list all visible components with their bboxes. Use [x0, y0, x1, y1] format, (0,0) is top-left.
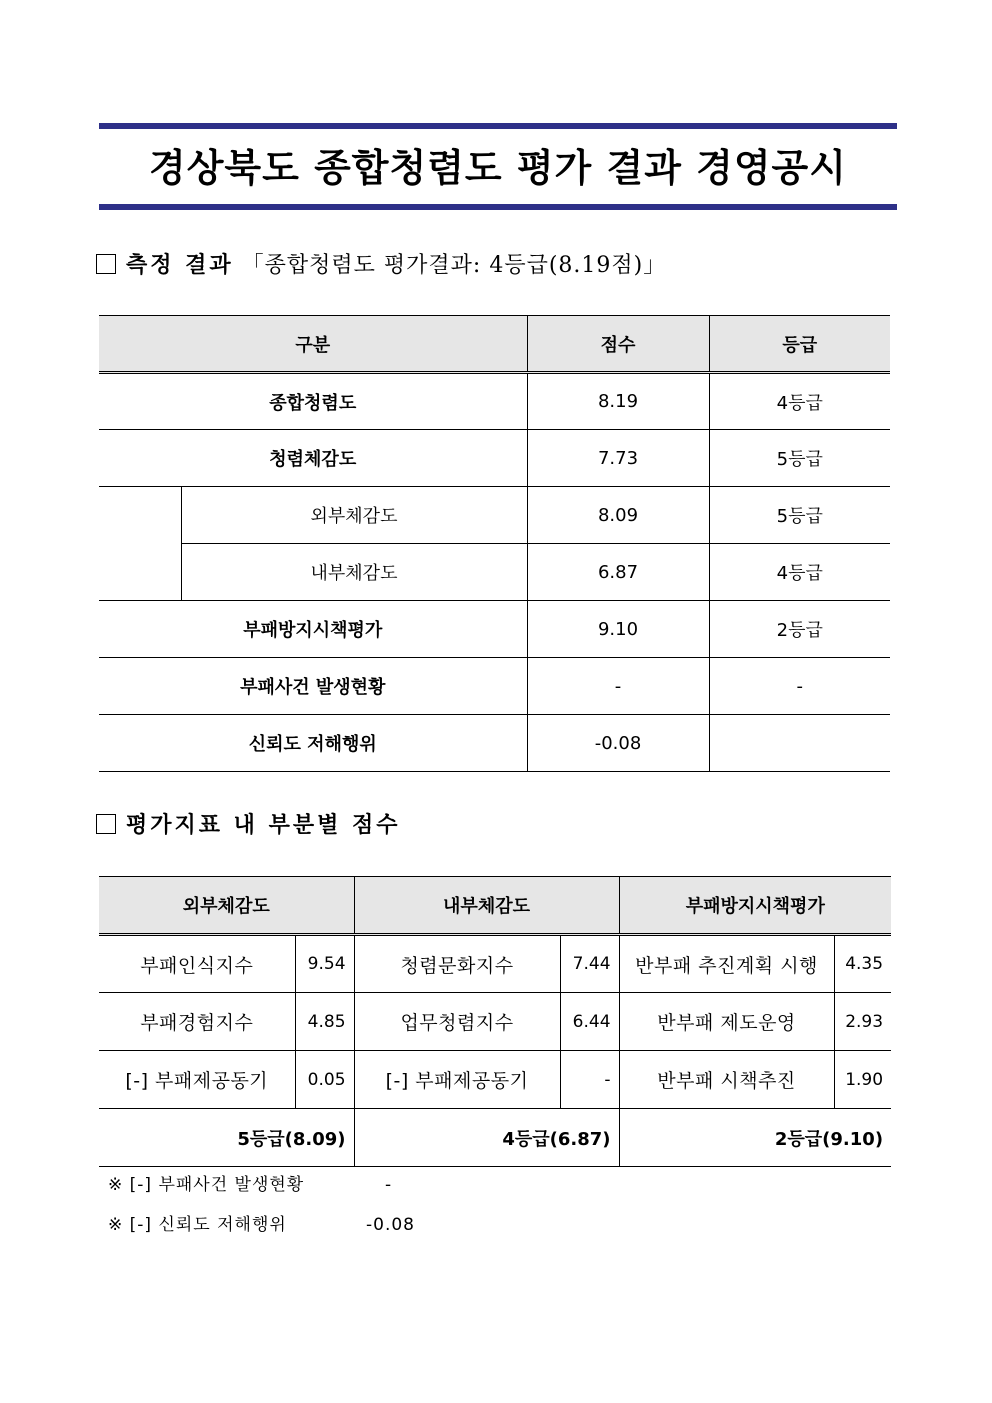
row-label: 내부체감도	[181, 544, 527, 601]
row-grade: 5등급	[709, 430, 890, 487]
integrity-result-table	[99, 315, 890, 772]
item-value: 0.05	[295, 1051, 354, 1109]
row-label: 청렴체감도	[99, 430, 527, 487]
table-row	[99, 430, 890, 487]
item-name: 청렴문화지수	[354, 935, 560, 993]
title-bottom-rule	[99, 204, 897, 210]
item-value: 4.35	[834, 935, 891, 993]
table-row	[99, 715, 890, 772]
page-title: 경상북도 종합청렴도 평가 결과 경영공시	[149, 146, 847, 190]
footnote-value: -0.08	[366, 1215, 415, 1235]
row-score: -	[527, 658, 709, 715]
section-heading: 측정 결과	[126, 252, 234, 278]
table-row	[99, 373, 890, 430]
item-value: 4.85	[295, 993, 354, 1051]
row-grade: 5등급	[709, 487, 890, 544]
table-row	[99, 601, 890, 658]
header-grade: 등급	[709, 316, 890, 373]
row-grade: 2등급	[709, 601, 890, 658]
table-row	[99, 1051, 891, 1109]
item-name: 업무청렴지수	[354, 993, 560, 1051]
footnote-value: -	[385, 1175, 393, 1195]
row-label: 종합청렴도	[99, 373, 527, 430]
header-score: 점수	[527, 316, 709, 373]
sub-score-table	[99, 876, 891, 1167]
row-score: -0.08	[527, 715, 709, 772]
item-name: [-] 부패제공동기	[354, 1051, 560, 1109]
item-name: [-] 부패제공동기	[99, 1051, 295, 1109]
table-header-row	[99, 316, 890, 373]
header-policy: 부패방지시책평가	[619, 877, 891, 935]
row-grade: 4등급	[709, 373, 890, 430]
footnote	[108, 1213, 415, 1237]
item-name: 부패경험지수	[99, 993, 295, 1051]
item-value: 6.44	[560, 993, 619, 1051]
table-row	[99, 993, 891, 1051]
table-row	[99, 658, 890, 715]
header-category: 구분	[99, 316, 527, 373]
section-heading: 평가지표 내 부분별 점수	[126, 812, 401, 838]
footnote-text: ※ [-] 신뢰도 저해행위	[108, 1215, 287, 1235]
row-label: 부패방지시책평가	[99, 601, 527, 658]
indent-spacer	[99, 487, 181, 544]
row-score: 6.87	[527, 544, 709, 601]
row-score: 8.09	[527, 487, 709, 544]
section-measurement-result	[96, 250, 666, 281]
row-score: 8.19	[527, 373, 709, 430]
item-name: 반부패 시책추진	[619, 1051, 834, 1109]
table-row	[99, 935, 891, 993]
row-label: 외부체감도	[181, 487, 527, 544]
table-header-row	[99, 877, 891, 935]
row-grade	[709, 715, 890, 772]
total-internal: 4등급(6.87)	[354, 1109, 619, 1167]
section-sub-scores	[96, 810, 401, 841]
title-top-rule	[99, 123, 897, 129]
item-name: 반부패 제도운영	[619, 993, 834, 1051]
row-label: 부패사건 발생현황	[99, 658, 527, 715]
table-row	[99, 544, 890, 601]
table-row	[99, 487, 890, 544]
item-value: 1.90	[834, 1051, 891, 1109]
row-score: 9.10	[527, 601, 709, 658]
row-label: 신뢰도 저해행위	[99, 715, 527, 772]
header-internal: 내부체감도	[354, 877, 619, 935]
item-value: 7.44	[560, 935, 619, 993]
item-value: 2.93	[834, 993, 891, 1051]
item-name: 반부패 추진계획 시행	[619, 935, 834, 993]
footnote-text: ※ [-] 부패사건 발생현황	[108, 1175, 305, 1195]
section-subheading: 「종합청렴도 평가결과: 4등급(8.19점)」	[241, 253, 667, 278]
indent-spacer	[99, 544, 181, 601]
item-value: 9.54	[295, 935, 354, 993]
footnote	[108, 1173, 393, 1197]
item-name: 부패인식지수	[99, 935, 295, 993]
checkbox-square-icon	[96, 814, 116, 834]
header-external: 외부체감도	[99, 877, 354, 935]
total-external: 5등급(8.09)	[99, 1109, 354, 1167]
row-score: 7.73	[527, 430, 709, 487]
row-grade: -	[709, 658, 890, 715]
item-value: -	[560, 1051, 619, 1109]
total-policy: 2등급(9.10)	[619, 1109, 891, 1167]
table-total-row	[99, 1109, 891, 1167]
row-grade: 4등급	[709, 544, 890, 601]
checkbox-square-icon	[96, 254, 116, 274]
